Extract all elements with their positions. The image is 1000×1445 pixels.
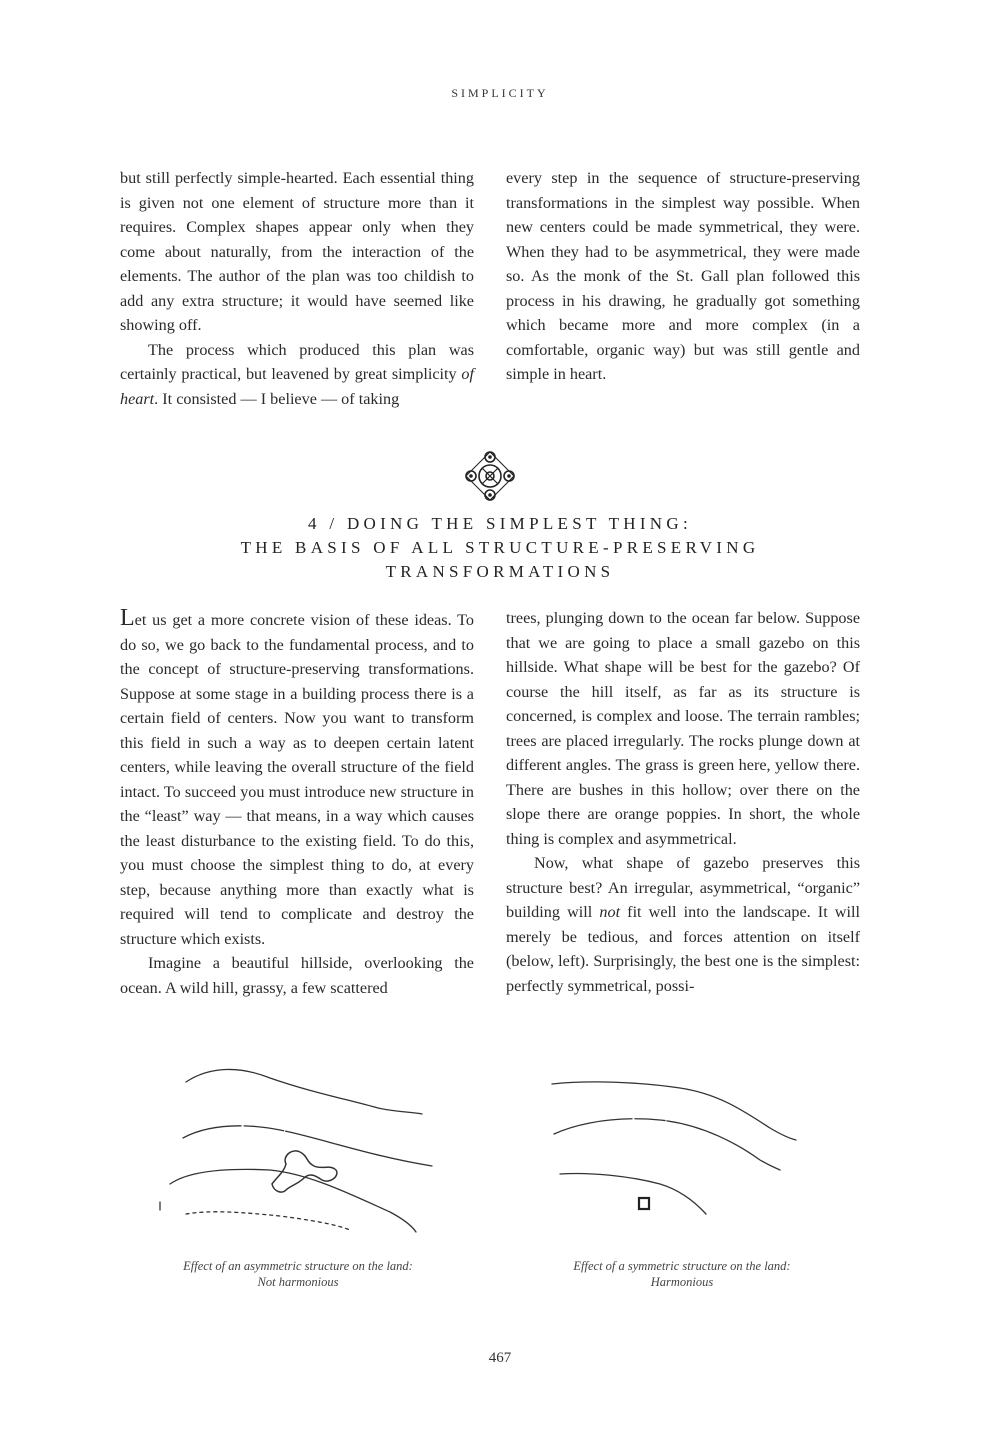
text-column-bottom-left	[120, 606, 474, 1000]
caption-line: Effect of an asymmetric structure on the land:	[183, 1259, 413, 1273]
paragraph: Imagine a beautiful hillside, overlooking the ocean. A wild hill, grassy, a few scattered	[120, 954, 474, 997]
text-run: The process which produced this plan was certainly practical, but leavened by great simplicity	[120, 340, 474, 383]
paragraph: trees, plunging down to the ocean far below. Suppose that we are going to place a small gazebo on this hillside. What shape will be best for the gazebo? Of course the hill itself, as far as its structure is concerned, is complex and loose. The terrain rambles; trees are placed irregularly. The rocks plunge down at different angles. The grass is green here, yellow there. There are bushes in this hollow; over there on the slope there are orange poppies. In short, the whole thing is complex and asymmetrical.	[506, 609, 860, 848]
gazebo-square	[639, 1198, 649, 1209]
caption-line: Not harmonious	[257, 1275, 339, 1289]
ornament-icon	[462, 448, 518, 504]
sketch-asymmetric-hillside	[150, 1052, 450, 1292]
paragraph	[120, 606, 474, 951]
drop-cap: L	[120, 605, 135, 631]
section-heading-line: TRANSFORMATIONS	[385, 562, 615, 581]
running-head: SIMPLICITY	[451, 86, 549, 100]
emphasis-text: of heart	[120, 365, 474, 408]
paragraph	[120, 338, 474, 412]
paragraph	[506, 851, 860, 998]
section-heading	[150, 512, 850, 584]
figure-caption-left	[138, 1258, 458, 1290]
text-column-top-right	[506, 166, 860, 387]
text-run: et us get a more concrete vision of these ideas. To do so, we go back to the fundamental process, and to the concept of structure-preserving transformations. Suppose at some stage in a building process there is a certain field of centers. Now you want to transform this field in such a way as to deepen certain latent centers, while leaving the overall structure of the field intact. To succeed you must introduce new structure in the “least” way — that means, in a way which causes the least disturbance to the existing field. To do this, you must choose the simplest thing to do, at every step, because anything more than exactly what is required will tend to complicate and destroy the structure which exists.	[120, 611, 474, 948]
figure-caption-right	[522, 1258, 842, 1290]
section-heading-line: THE BASIS OF ALL STRUCTURE-PRESERVING	[240, 538, 760, 557]
caption-line: Harmonious	[650, 1275, 714, 1289]
paragraph: but still perfectly simple-hearted. Each essential thing is given not one element of structure more than it requires. Complex shapes appear only when they come about naturally, from the interaction of the elements. The author of the plan was too childish to add any extra structure; it would have seemed like showing off.	[120, 169, 474, 334]
text-column-top-left	[120, 166, 474, 411]
text-run: fit well into the landscape. It will merely be tedious, and forces attention on itself (below, left). Surprisingly, the best one is the simplest: perfectly symmetrical, possi-	[506, 903, 860, 995]
caption-line: Effect of a symmetric structure on the land:	[573, 1259, 791, 1273]
emphasis-text: not	[599, 903, 621, 921]
text-run: Now, what shape of gazebo preserves this structure best? An irregular, asymmetrical, “organic” building will	[506, 854, 860, 921]
text-column-bottom-right	[506, 606, 860, 998]
paragraph: every step in the sequence of structure-preserving transformations in the simplest way possible. When new centers could be made symmetrical, they were. When they had to be asymmetrical, they were made so. As the monk of the St. Gall plan followed this process in his drawing, he gradually got something which became more and more complex (in a comfortable, organic way) but was still gentle and simple in heart.	[506, 169, 860, 383]
page-number: 467	[488, 1350, 512, 1366]
text-run: . It consisted — I believe — of taking	[154, 389, 400, 408]
section-heading-line: 4 / DOING THE SIMPLEST THING:	[308, 514, 692, 533]
